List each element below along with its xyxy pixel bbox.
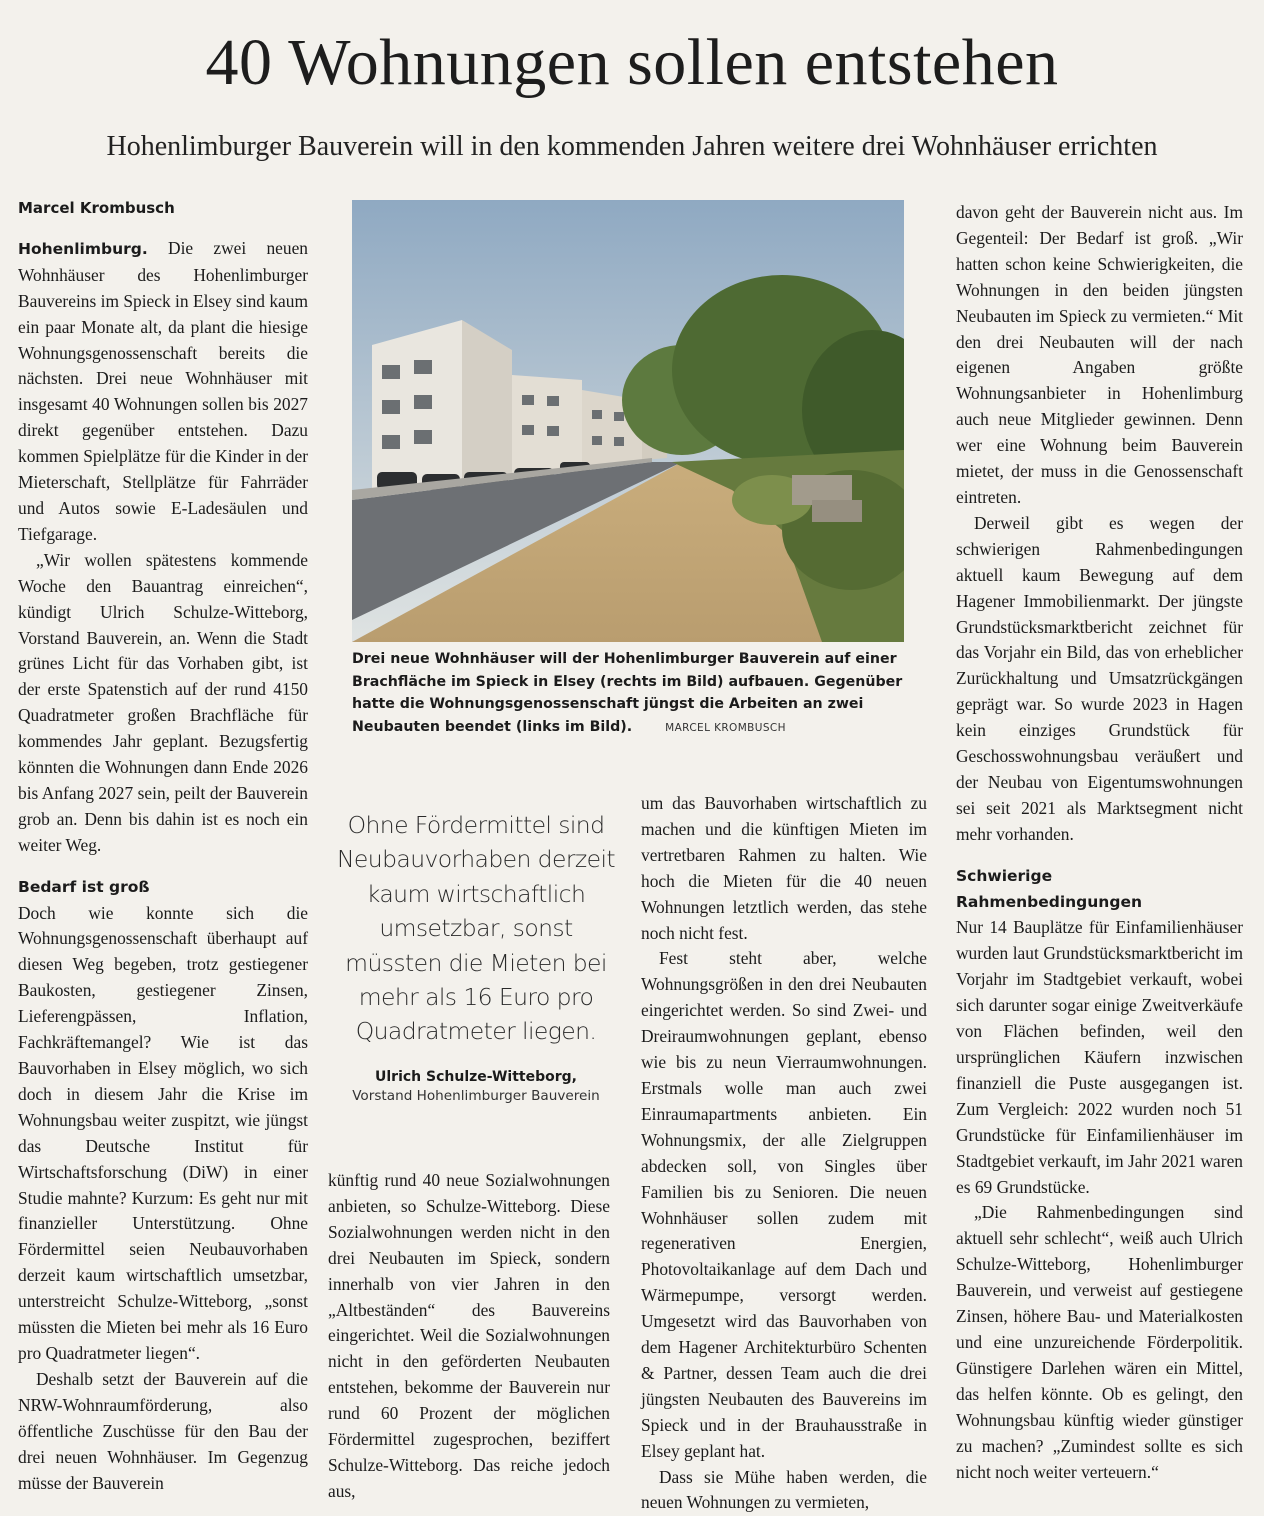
section-heading: Schwierige Rahmenbedingungen	[956, 866, 1142, 911]
quote-author: Ulrich Schulze-Witteborg,	[375, 1068, 577, 1085]
headline: 40 Wohnungen sollen entstehen	[205, 26, 1059, 99]
paragraph: „Die Rahmenbedingungen sind aktuell sehr schlecht“, weiß auch Ulrich Schulze-Witteborg, Hohenlimburger Bauverein, und verweist auf gestiegene Zinsen, höhere Bau- und Materialkosten und eine unzureichende Förderpolitik. Günstigere Darlehen wären ein Mittel, das helfen könnte. Ob es gelingt, den Wohnungsbau künftig wieder günstiger zu machen? „Zumindest sollte es sich nicht noch weiter verteuern.“	[956, 1202, 1243, 1482]
paragraph: Doch wie konnte sich die Wohnungsgenossenschaft überhaupt auf diesen Weg begeben, trotz gestiegener Baukosten, gestiegener Zinsen, Lieferengpässen, Inflation, Fachkräftemangel? Wie ist das Bauvorhaben in Elsey möglich, wo sich doch in diesem Jahr die Krise im Wohnungsbau weiter zuspitzt, wie jüngst das Deutsche Institut für Wirtschaftsforschung (DiW) in einer Studie mahnte? Kurzum: Es geht nur mit finanzieller Unterstützung. Ohne Fördermittel seien Neubauvorhaben derzeit kaum wirtschaftlich umsetzbar, unterstreicht Schulze-Witteborg, „sonst müssten die Mieten bei mehr als 16 Euro pro Quadratmeter liegen“.	[18, 902, 308, 1363]
article-column-5	[956, 200, 1243, 1485]
article-column-1	[18, 196, 308, 1496]
article-column-3	[328, 1168, 610, 1505]
pull-quote	[330, 808, 622, 1104]
paragraph: künftig rund 40 neue Sozialwohnungen anbieten, so Schulze-Witteborg. Diese Sozialwohnungen werden nicht in den drei Neubauten im Spieck, sondern innerhalb von vier Jahren in den „Altbeständen“ des Bauvereins eingerichtet. Weil die Sozialwohnungen nicht in den geförderten Neubauten entstehen, bekomme der Bauverein nur rund 60 Prozent der möglichen Fördermittel zugesprochen, beziffert Schulze-Witteborg. Das reiche jedoch aus,	[328, 1170, 610, 1501]
photo-caption	[352, 648, 904, 739]
article-column-4	[641, 791, 927, 1516]
author-byline: Marcel Krombusch	[18, 199, 175, 217]
paragraph: Deshalb setzt der Bauverein auf die NRW-Wohnraumförderung, also öffentliche Zuschüsse für den Bau der drei neuen Wohnhäuser. Im Gegenzug müsse der Bauverein	[18, 1368, 308, 1493]
paragraph: davon geht der Bauverein nicht aus. Im Gegenteil: Der Bedarf ist groß. „Wir hatten schon keine Schwierigkeiten, die Wohnungen in den beiden jüngsten Neubauten im Spieck zu vermieten.“ Mit den drei Neubauten will der nach eigenen Angaben größte Wohnungsanbieter in Hohenlimburg auch neue Mitglieder gewinnen. Denn wer eine Wohnung beim Bauverein mietet, der muss in die Genossenschaft eintreten.	[956, 202, 1243, 507]
subheadline: Hohenlimburger Bauverein will in den kommenden Jahren weitere drei Wohnhäuser errichten	[106, 131, 1158, 162]
photo-credit: MARCEL KROMBUSCH	[665, 721, 786, 734]
paragraph-text: Die zwei neuen Wohnhäuser des Hohenlimburger Bauvereins im Spieck in Elsey sind kaum ein paar Monate alt, da plant die hiesige Wohnungsgenossenschaft bereits die nächsten. Drei neue Wohnhäuser mit insgesamt 40 Wohnungen sollen bis 2027 direkt gegenüber entstehen. Dazu kommen Spielplätze für die Kinder in der Mieterschaft, Stellplätze für Fahrräder und Autos sowie E-Ladesäulen und Tiefgarage.	[18, 237, 308, 544]
paragraph: Fest steht aber, welche Wohnungsgrößen in den drei Neubauten eingerichtet werden. So sind Zwei- und Dreiraumwohnungen geplant, ebenso wie bis zu neun Vierraumwohnungen. Erstmals wolle man auch zwei Einraumapartments anbieten. Ein Wohnungsmix, der alle Zielgruppen abdecken soll, von Singles über Familien bis zu Senioren. Die neuen Wohnhäuser sollen zudem mit regenerativen Energien, Photovoltaikanlage auf dem Dach und Wärmepumpe, versorgt werden. Umgesetzt wird das Bauvorhaben von dem Hagener Architekturbüro Schenten & Partner, dessen Team auch die drei jüngsten Neubauten des Bauvereins im Spieck und in der Brauhausstraße in Elsey geplant hat.	[641, 948, 927, 1461]
paragraph	[18, 236, 308, 548]
paragraph: Derweil gibt es wegen der schwierigen Rahmenbedingungen aktuell kaum Bewegung auf dem Hagener Immobilienmarkt. Der jüngste Grundstücksmarktbericht zeichnet für das Vorjahr ein Bild, das von erheblicher Zurückhaltung und Umsatzrückgängen geprägt war. So wurde 2023 in Hagen kein einziges Grundstück für Geschosswohnungsbau veräußert und der Neubau von Eigentumswohnungen sei seit 2021 als Marktsegment nicht mehr vorhanden.	[956, 512, 1243, 844]
paragraph: um das Bauvorhaben wirtschaftlich zu machen und die künftigen Mieten im vertretbaren Rahmen zu halten. Wie hoch die Mieten für die 40 neuen Wohnungen letztlich werden, das stehe noch nicht fest.	[641, 793, 927, 943]
quote-text: Ohne Fördermittel sind Neubauvorhaben derzeit kaum wirtschaftlich umsetzbar, sonst müssten die Mieten bei mehr als 16 Euro pro Quadratmeter liegen.	[336, 811, 616, 1046]
paragraph: „Wir wollen spätestens kommende Woche den Bauantrag einreichen“, kündigt Ulrich Schulze-Witteborg, Vorstand Bauverein, an. Wenn die Stadt grünes Licht für das Vorhaben gibt, ist der erste Spatenstich auf der rund 4150 Quadratmeter großen Brachfläche für kommendes Jahr geplant. Bezugsfertig könnten die Wohnungen dann Ende 2026 bis Anfang 2027 sein, peilt der Bauverein grob an. Denn bis dahin ist es noch ein weiter Weg.	[18, 549, 308, 855]
dateline: Hohenlimburg.	[18, 239, 148, 258]
section-heading: Bedarf ist groß	[18, 877, 150, 896]
article-photo	[352, 200, 904, 642]
paragraph: Nur 14 Bauplätze für Einfamilienhäuser wurden laut Grundstücksmarktbericht im Vorjahr im Stadtgebiet verkauft, wobei sich darunter sogar einige Zweitverkäufe von Flächen befinden, weil den ursprünglichen Käufern inzwischen finanziell die Puste ausgegangen ist. Zum Vergleich: 2022 wurden noch 51 Grundstücke für Einfamilienhäuser im Stadtgebiet verkauft, im Jahr 2021 waren es 69 Grundstücke.	[956, 917, 1243, 1197]
street-scene-illustration	[352, 200, 904, 642]
paragraph: Dass sie Mühe haben werden, die neuen Wohnungen zu vermieten,	[641, 1466, 927, 1513]
quote-author-role: Vorstand Hohenlimburger Bauverein	[352, 1087, 600, 1104]
caption-text: Drei neue Wohnhäuser will der Hohenlimburger Bauverein auf einer Brachfläche im Spieck in Elsey (rechts im Bild) aufbauen. Gegenüber hatte die Wohnungsgenossenschaft jüngst die Arbeiten an zwei Neubauten beendet (links im Bild).	[352, 651, 903, 735]
